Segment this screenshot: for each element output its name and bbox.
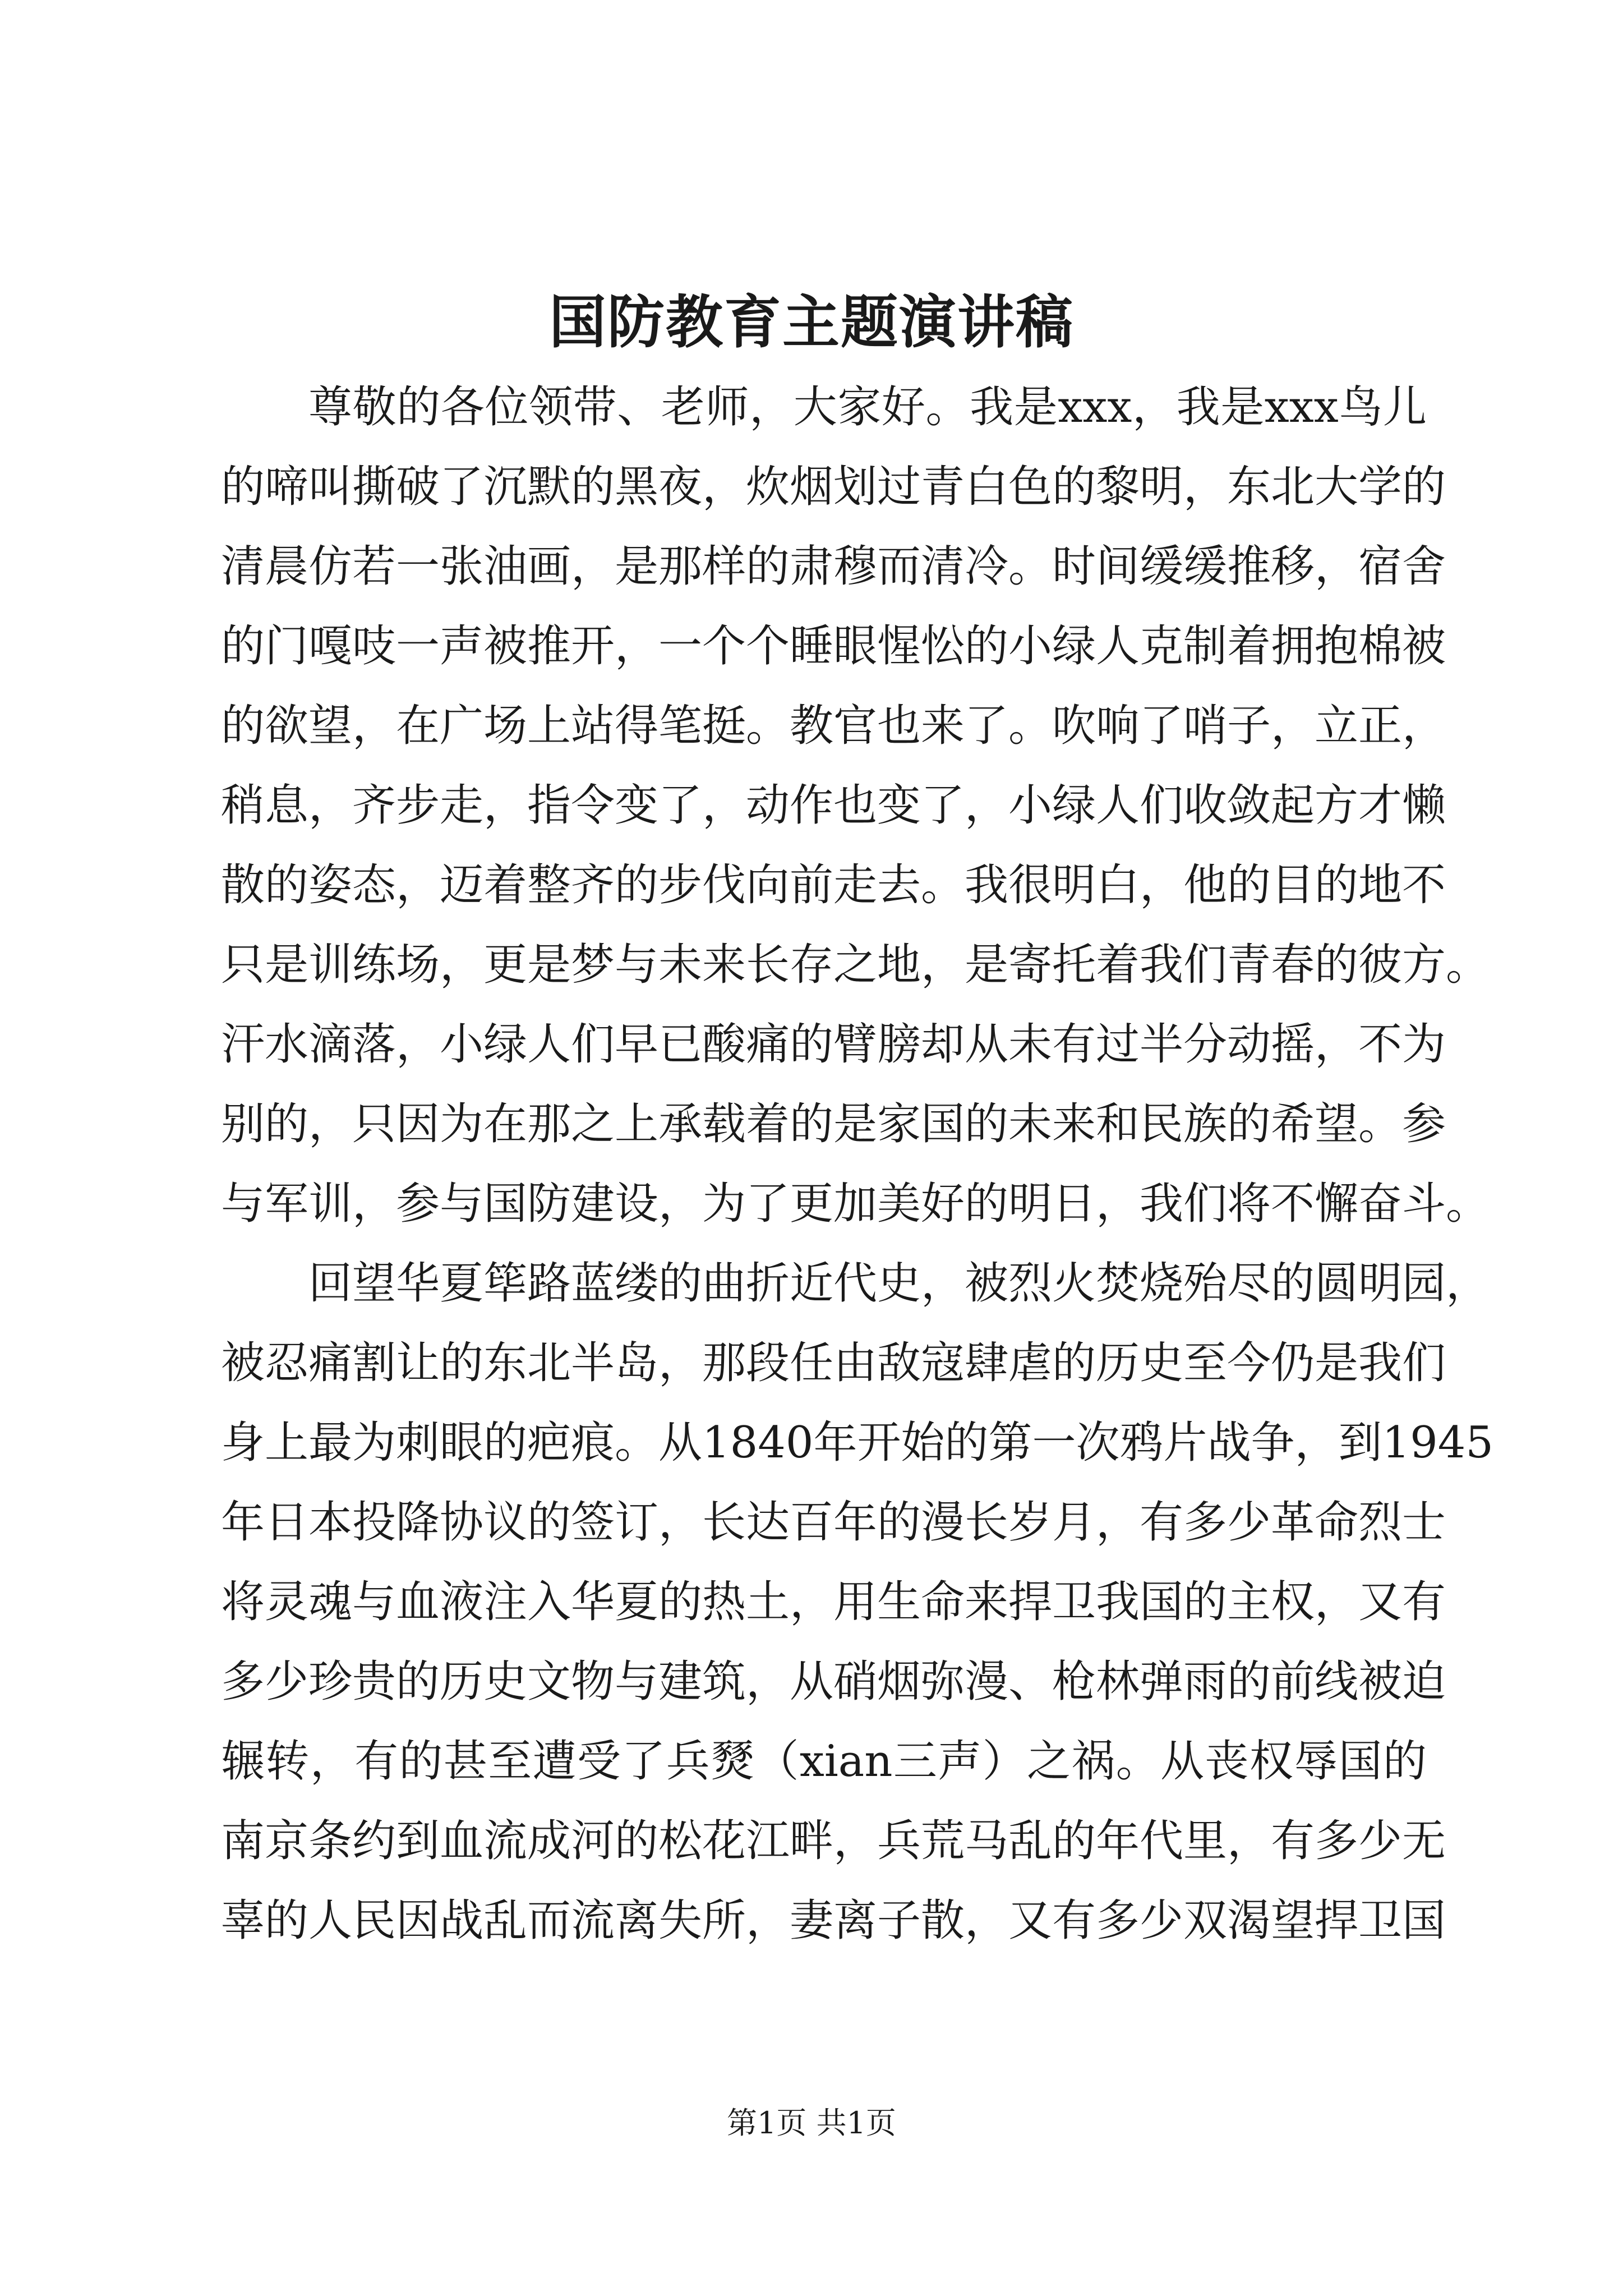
paragraph-1-line-8: 只是训练场，更是梦与未来长存之地，是寄托着我们青春的彼方。 xyxy=(221,940,1490,990)
paragraph-2-line-4: 年日本投降协议的签订，长达百年的漫长岁月，有多少革命烈士 xyxy=(221,1497,1446,1548)
paragraph-1-line-1: 尊敬的各位领带、老师，大家好。我是xxx，我是xxx鸟儿 xyxy=(308,382,1427,432)
document-title: 国防教育主题演讲稿 xyxy=(549,289,1074,356)
paragraph-1-line-4: 的门嘎吱一声被推开，一个个睡眼惺忪的小绿人克制着拥抱棉被 xyxy=(221,621,1446,671)
paragraph-2-line-9: 辜的人民因战乱而流离失所，妻离子散，又有多少双渴望捍卫国 xyxy=(221,1895,1446,1946)
paragraph-2-line-6: 多少珍贵的历史文物与建筑，从硝烟弥漫、枪林弹雨的前线被迫 xyxy=(221,1657,1446,1707)
paragraph-1-line-3: 清晨仿若一张油画，是那样的肃穆而清冷。时间缓缓推移，宿舍 xyxy=(221,541,1446,592)
paragraph-2-line-3: 身上最为刺眼的疤痕。从1840年开始的第一次鸦片战争，到1945 xyxy=(221,1418,1494,1468)
page-footer: 第1页 共1页 xyxy=(727,2105,896,2141)
paragraph-1-line-9: 汗水滴落，小绿人们早已酸痛的臂膀却从未有过半分动摇，不为 xyxy=(221,1019,1446,1070)
paragraph-1-line-2: 的啼叫撕破了沉默的黑夜，炊烟划过青白色的黎明，东北大学的 xyxy=(221,462,1446,512)
paragraph-1-line-6: 稍息，齐步走，指令变了，动作也变了，小绿人们收敛起方才懒 xyxy=(221,780,1446,831)
paragraph-1-line-5: 的欲望，在广场上站得笔挺。教官也来了。吹响了哨子，立正， xyxy=(221,701,1446,751)
paragraph-2-line-5: 将灵魂与血液注入华夏的热土，用生命来捍卫我国的主权，又有 xyxy=(221,1577,1446,1627)
paragraph-2-line-1: 回望华夏筚路蓝缕的曲折近代史，被烈火焚烧殆尽的圆明园， xyxy=(308,1258,1490,1309)
paragraph-2-line-8: 南京条约到血流成河的松花江畔，兵荒马乱的年代里，有多少无 xyxy=(221,1816,1446,1866)
paragraph-2-line-2: 被忍痛割让的东北半岛，那段任由敌寇肆虐的历史至今仍是我们 xyxy=(221,1338,1446,1388)
paragraph-1-line-11: 与军训，参与国防建设，为了更加美好的明日，我们将不懈奋斗。 xyxy=(221,1179,1490,1229)
paragraph-1-line-7: 散的姿态，迈着整齐的步伐向前走去。我很明白，他的目的地不 xyxy=(221,860,1446,910)
document-body xyxy=(221,367,1494,1961)
paragraph-2-line-7: 辗转，有的甚至遭受了兵燹（xian三声）之祸。从丧权辱国的 xyxy=(221,1736,1427,1787)
paragraph-1-line-10: 别的，只因为在那之上承载着的是家国的未来和民族的希望。参 xyxy=(221,1099,1446,1149)
